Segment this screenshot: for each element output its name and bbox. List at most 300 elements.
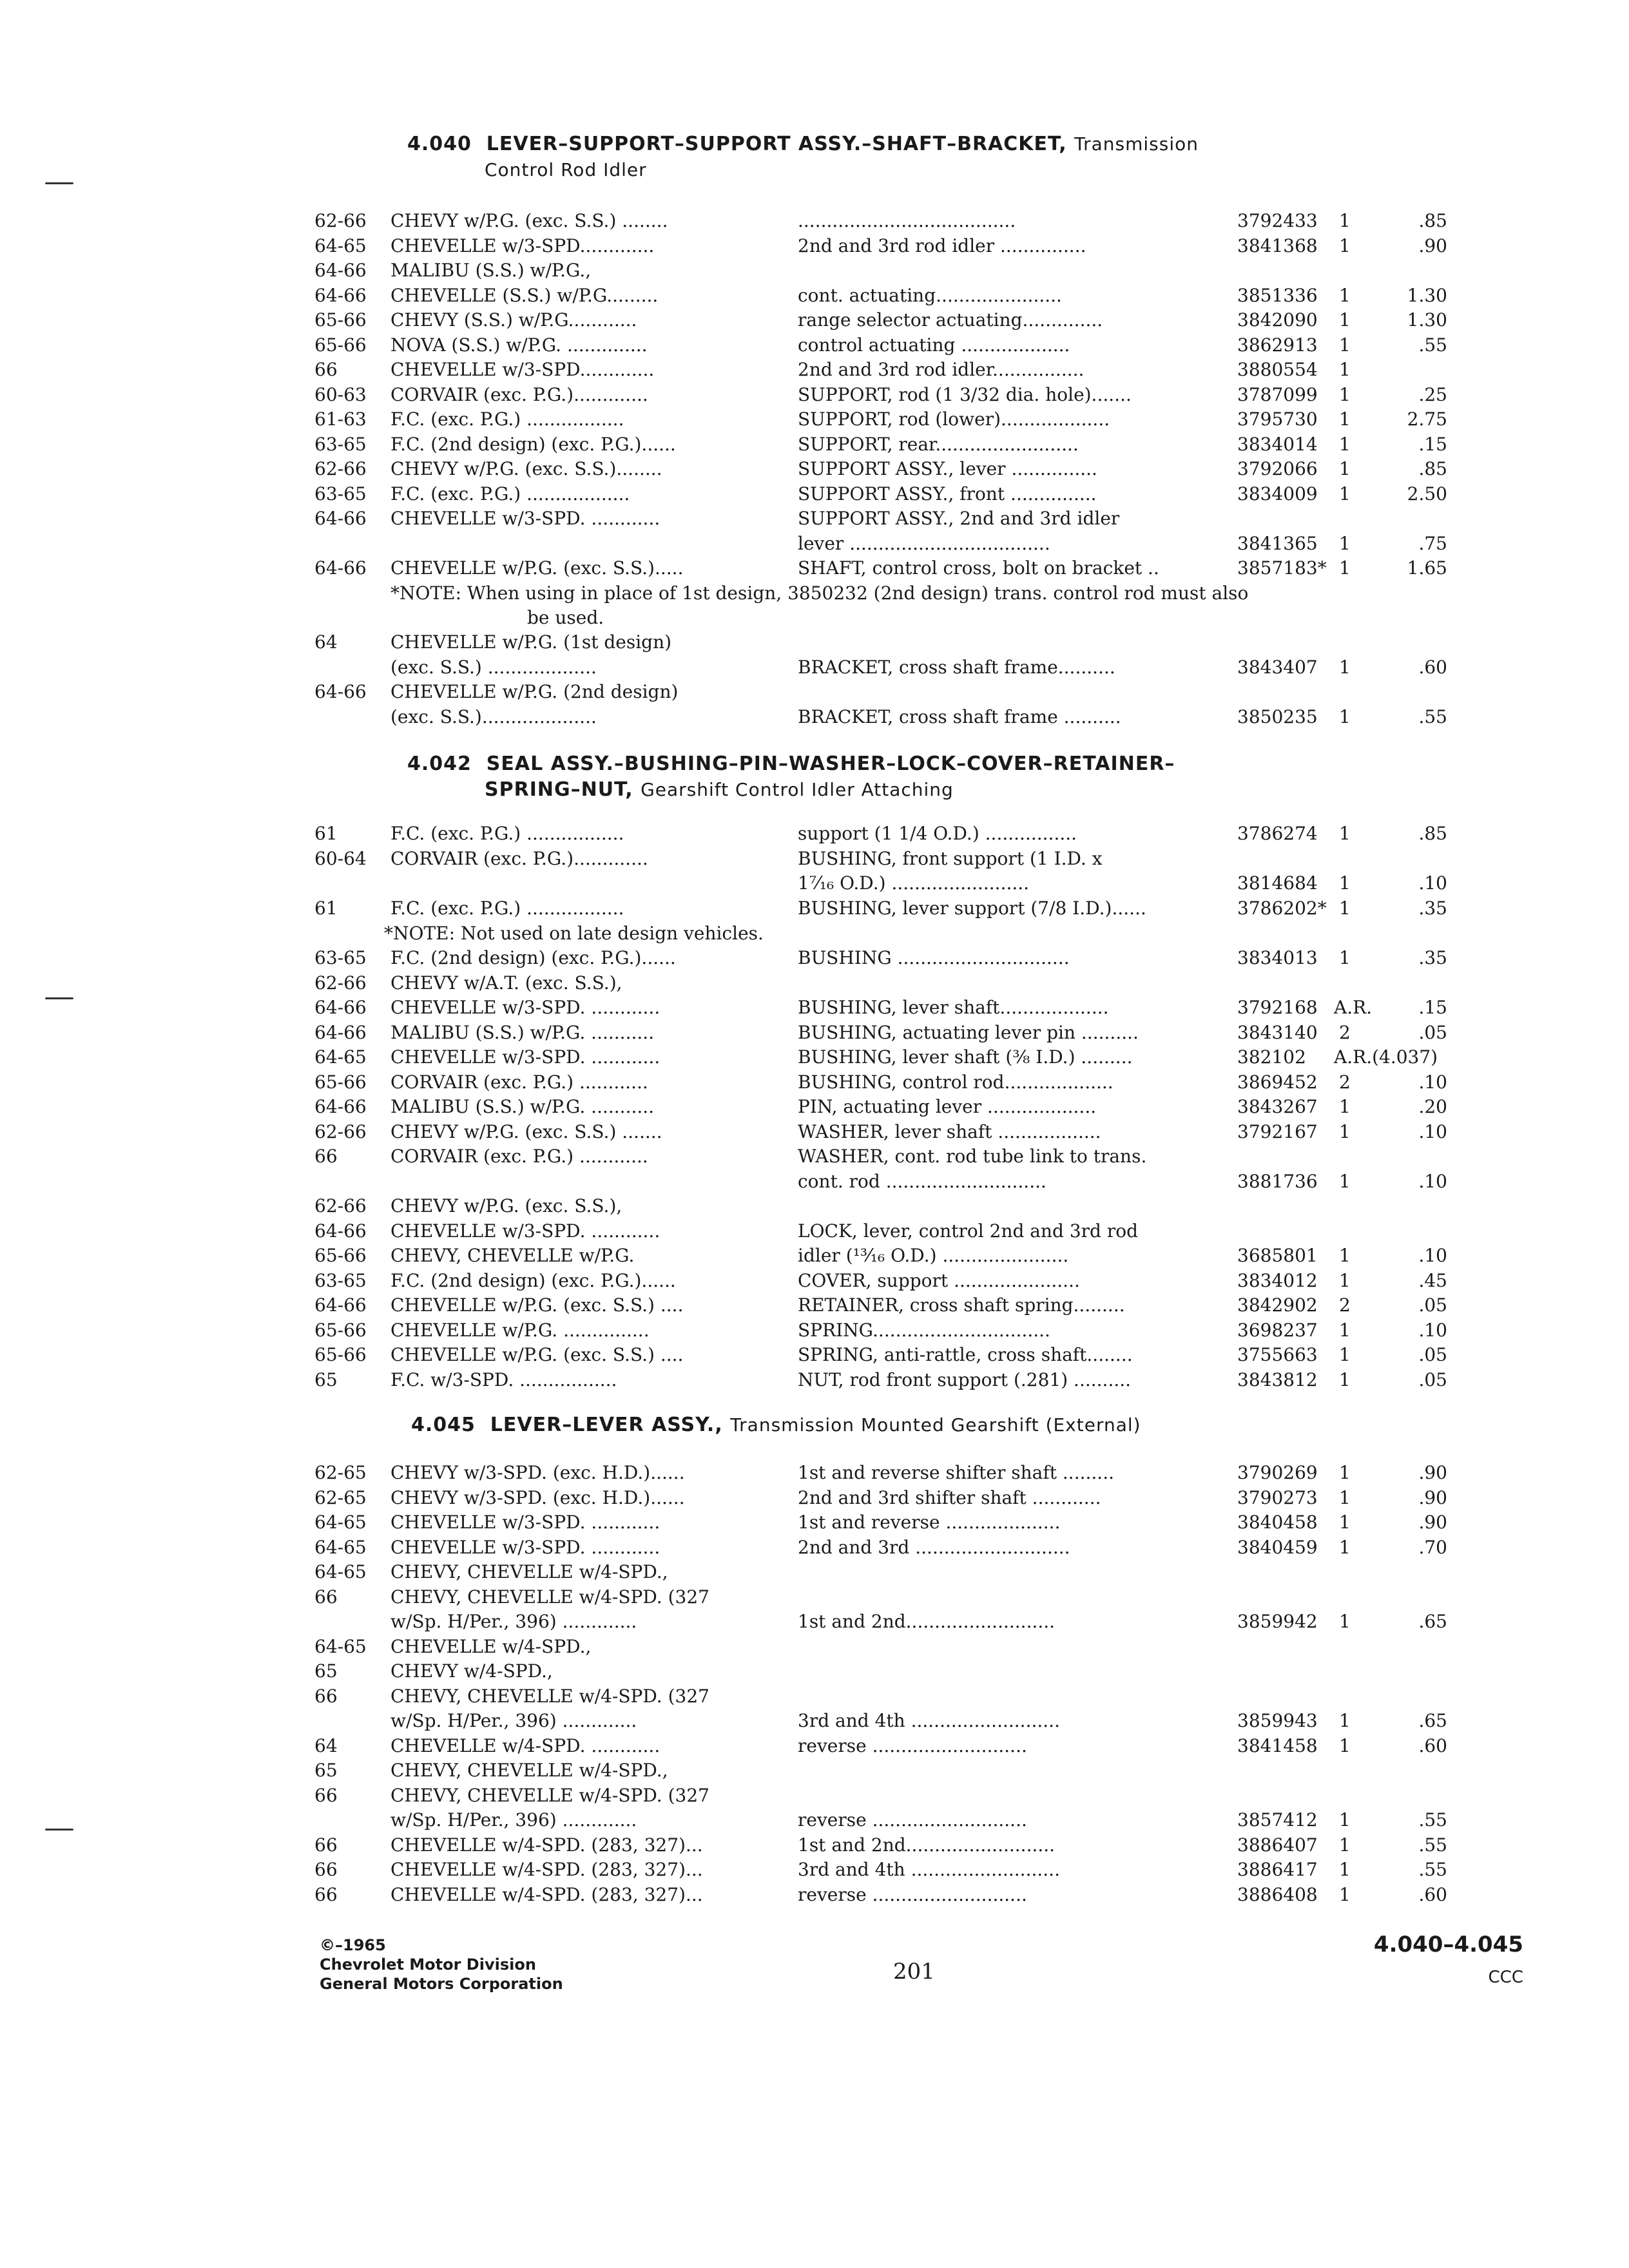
quantity: 1 bbox=[1339, 433, 1351, 455]
price: .35 bbox=[1418, 897, 1447, 919]
model-application: CHEVELLE w/3-SPD............. bbox=[390, 235, 655, 256]
part-description: reverse ........................... bbox=[798, 1809, 1027, 1831]
part-description: BRACKET, cross shaft frame.......... bbox=[798, 656, 1115, 678]
table-row bbox=[0, 1244, 1629, 1269]
table-row bbox=[0, 1120, 1629, 1145]
section-range: 4.040–4.045 bbox=[1373, 1932, 1523, 1957]
part-description: 2nd and 3rd ........................... bbox=[798, 1536, 1070, 1558]
model-application: MALIBU (S.S.) w/P.G., bbox=[390, 260, 592, 281]
quantity: 1 bbox=[1339, 1859, 1351, 1880]
model-application: CHEVELLE w/3-SPD. ............ bbox=[390, 997, 660, 1018]
model-application: CHEVY, CHEVELLE w/4-SPD. (327 bbox=[390, 1586, 709, 1608]
table-row bbox=[0, 1045, 1629, 1070]
model-application: (exc. S.S.).................... bbox=[390, 706, 597, 727]
part-number: 3814684 bbox=[1237, 872, 1318, 894]
section-subtitle: Transmission bbox=[1074, 133, 1199, 155]
price: .90 bbox=[1418, 1512, 1447, 1533]
quantity: 1 bbox=[1339, 235, 1351, 256]
part-description: BUSHING .............................. bbox=[798, 947, 1070, 968]
table-row bbox=[0, 1535, 1629, 1561]
part-number: 3840459 bbox=[1237, 1536, 1318, 1558]
table-row bbox=[0, 308, 1629, 333]
part-number: 3834014 bbox=[1237, 433, 1318, 455]
price: .85 bbox=[1418, 210, 1447, 231]
quantity: 1 bbox=[1339, 309, 1351, 331]
part-number: 3790269 bbox=[1237, 1462, 1318, 1483]
quantity: 1 bbox=[1339, 1120, 1351, 1142]
part-description: BUSHING, actuating lever pin .......... bbox=[798, 1021, 1139, 1043]
parts-table-4040 bbox=[0, 209, 1629, 581]
part-number: 3843140 bbox=[1237, 1021, 1318, 1043]
model-years: 66 bbox=[314, 1834, 338, 1856]
table-row bbox=[0, 1635, 1629, 1660]
price: .60 bbox=[1418, 1735, 1447, 1756]
part-description: SPRING, anti-rattle, cross shaft........ bbox=[798, 1344, 1133, 1365]
section-title: SEAL ASSY.–BUSHING–PIN–WASHER–LOCK–COVER–RETAINER– bbox=[486, 753, 1175, 775]
model-application: CHEVY w/3-SPD. (exc. H.D.)...... bbox=[390, 1486, 685, 1508]
margin-mark-top bbox=[45, 182, 73, 184]
price: .60 bbox=[1418, 1883, 1447, 1905]
price: .65 bbox=[1418, 1611, 1447, 1632]
section-4045-heading bbox=[411, 1412, 1141, 1438]
price: 2.50 bbox=[1407, 483, 1447, 505]
section-title-line2-bold: SPRING–NUT, bbox=[485, 778, 633, 801]
table-row bbox=[0, 1758, 1629, 1783]
model-years: 65 bbox=[314, 1760, 338, 1781]
model-application: CHEVELLE w/3-SPD. ............ bbox=[390, 1046, 660, 1068]
part-description: reverse ........................... bbox=[798, 1735, 1027, 1756]
parts-table-4042 bbox=[0, 822, 1629, 921]
table-row bbox=[0, 655, 1629, 680]
table-row bbox=[0, 1734, 1629, 1759]
section-subtitle: Transmission Mounted Gearshift (External) bbox=[730, 1414, 1141, 1436]
price: .60 bbox=[1418, 656, 1447, 678]
table-row bbox=[0, 995, 1629, 1021]
footnote-line2: be used. bbox=[527, 607, 604, 628]
price: .90 bbox=[1418, 1462, 1447, 1483]
part-description: idler (¹³⁄₁₆ O.D.) ...................... bbox=[798, 1245, 1069, 1266]
section-number: 4.042 bbox=[407, 753, 472, 775]
table-row bbox=[0, 506, 1629, 532]
price: .25 bbox=[1418, 383, 1447, 405]
model-application: NOVA (S.S.) w/P.G. .............. bbox=[390, 334, 648, 356]
model-years: 62-66 bbox=[314, 210, 367, 231]
model-application: CORVAIR (exc. P.G.)............. bbox=[390, 847, 648, 869]
part-number: 3790273 bbox=[1237, 1486, 1318, 1508]
table-row bbox=[0, 1833, 1629, 1858]
table-row bbox=[0, 1194, 1629, 1219]
model-application: CHEVELLE w/4-SPD., bbox=[390, 1635, 592, 1657]
part-number: 3792433 bbox=[1237, 210, 1318, 231]
model-years: 64-66 bbox=[314, 508, 367, 529]
table-row bbox=[0, 705, 1629, 730]
section-title-line2 bbox=[407, 777, 1175, 803]
model-application: CHEVELLE w/P.G. (exc. S.S.)..... bbox=[390, 557, 684, 579]
part-description: 2nd and 3rd shifter shaft ............ bbox=[798, 1486, 1101, 1508]
model-years: 63-65 bbox=[314, 483, 367, 505]
model-years: 65-66 bbox=[314, 1245, 367, 1266]
corporation-name: General Motors Corporation bbox=[320, 1975, 563, 1993]
part-description: BUSHING, control rod................... bbox=[798, 1071, 1113, 1093]
part-description: 1⁷⁄₁₆ O.D.) ........................ bbox=[798, 872, 1030, 894]
table-row bbox=[0, 680, 1629, 705]
model-application: MALIBU (S.S.) w/P.G. ........... bbox=[390, 1096, 655, 1117]
part-number: 3880554 bbox=[1237, 359, 1318, 380]
model-years: 62-66 bbox=[314, 458, 367, 479]
part-number: 3834013 bbox=[1237, 947, 1318, 968]
table-row bbox=[0, 1461, 1629, 1486]
part-number: 3834009 bbox=[1237, 483, 1318, 505]
model-years: 64-66 bbox=[314, 260, 367, 281]
price: .75 bbox=[1418, 532, 1447, 554]
model-application: CHEVY (S.S.) w/P.G............ bbox=[390, 309, 637, 331]
price: .05 bbox=[1418, 1344, 1447, 1365]
part-description: BUSHING, lever shaft (³⁄₈ I.D.) ......... bbox=[798, 1046, 1133, 1068]
model-years: 66 bbox=[314, 1586, 338, 1608]
table-row bbox=[0, 871, 1629, 896]
model-application: CHEVELLE w/P.G. (1st design) bbox=[390, 631, 672, 653]
section-4042-heading bbox=[407, 751, 1175, 803]
part-number: 3843267 bbox=[1237, 1096, 1318, 1117]
quantity: 1 bbox=[1339, 1170, 1351, 1192]
part-description: WASHER, lever shaft .................. bbox=[798, 1120, 1101, 1142]
model-years: 60-64 bbox=[314, 847, 367, 869]
model-application: CHEVELLE w/3-SPD. ............ bbox=[390, 1512, 660, 1533]
model-years: 64-66 bbox=[314, 681, 367, 702]
quantity: 1 bbox=[1339, 1245, 1351, 1266]
part-description: SUPPORT, rear......................... bbox=[798, 433, 1079, 455]
part-number: 3792066 bbox=[1237, 458, 1318, 479]
table-row bbox=[0, 1659, 1629, 1684]
model-years: 65-66 bbox=[314, 334, 367, 356]
model-application: CHEVELLE w/3-SPD. ............ bbox=[390, 1536, 660, 1558]
price: .15 bbox=[1418, 433, 1447, 455]
section-number: 4.040 bbox=[407, 133, 472, 155]
model-application: CHEVELLE w/3-SPD............. bbox=[390, 359, 655, 380]
price: .55 bbox=[1418, 1859, 1447, 1880]
quantity: 1 bbox=[1339, 1319, 1351, 1341]
part-number: 3886417 bbox=[1237, 1859, 1318, 1880]
part-description: SUPPORT, rod (1 3/32 dia. hole)....... bbox=[798, 383, 1132, 405]
model-years: 64-65 bbox=[314, 1561, 367, 1582]
division-name: Chevrolet Motor Division bbox=[320, 1956, 536, 1974]
section-title: LEVER–LEVER ASSY., bbox=[490, 1414, 723, 1436]
table-row bbox=[0, 1783, 1629, 1809]
part-number: 3840458 bbox=[1237, 1512, 1318, 1533]
part-description: BUSHING, lever support (7/8 I.D.)...... bbox=[798, 897, 1146, 919]
table-row bbox=[0, 1560, 1629, 1585]
footnote-4040-cont bbox=[0, 606, 1629, 631]
table-row bbox=[0, 946, 1629, 971]
parts-table-4042-cont bbox=[0, 946, 1629, 1392]
price: .05 bbox=[1418, 1021, 1447, 1043]
model-application: CHEVELLE w/P.G. ............... bbox=[390, 1319, 650, 1341]
part-description: lever ................................... bbox=[798, 532, 1050, 554]
part-number: 3685801 bbox=[1237, 1245, 1318, 1266]
part-description: support (1 1/4 O.D.) ................ bbox=[798, 823, 1077, 844]
table-row bbox=[0, 407, 1629, 432]
model-application: CHEVY w/P.G. (exc. S.S.), bbox=[390, 1195, 622, 1216]
model-years: 64-66 bbox=[314, 1294, 367, 1316]
model-application: CHEVELLE w/4-SPD. ............ bbox=[390, 1735, 660, 1756]
model-years: 66 bbox=[314, 1883, 338, 1905]
footnote-text: *NOTE: Not used on late design vehicles. bbox=[384, 923, 764, 944]
model-application: CORVAIR (exc. P.G.) ............ bbox=[390, 1071, 648, 1093]
model-application: CHEVELLE w/P.G. (exc. S.S.) .... bbox=[390, 1294, 684, 1316]
table-row bbox=[0, 1709, 1629, 1734]
quantity: 1 bbox=[1339, 1611, 1351, 1632]
part-description: 2nd and 3rd rod idler ............... bbox=[798, 235, 1086, 256]
table-row bbox=[0, 432, 1629, 457]
model-years: 64-66 bbox=[314, 284, 367, 306]
quantity: 1 bbox=[1339, 458, 1351, 479]
model-years: 62-65 bbox=[314, 1486, 367, 1508]
price: .55 bbox=[1418, 706, 1447, 727]
quantity: 1 bbox=[1339, 897, 1351, 919]
part-description: 2nd and 3rd rod idler................ bbox=[798, 359, 1084, 380]
quantity: 1 bbox=[1339, 359, 1351, 380]
model-years: 62-66 bbox=[314, 1120, 367, 1142]
price: .20 bbox=[1418, 1096, 1447, 1117]
quantity: 1 bbox=[1339, 334, 1351, 356]
part-description: WASHER, cont. rod tube link to trans. bbox=[798, 1146, 1147, 1167]
model-years: 65-66 bbox=[314, 1071, 367, 1093]
quantity: 2 bbox=[1339, 1021, 1351, 1043]
table-row bbox=[0, 1368, 1629, 1393]
model-application: CHEVY w/3-SPD. (exc. H.D.)...... bbox=[390, 1462, 685, 1483]
section-4040-heading bbox=[407, 131, 1199, 183]
part-description: 1st and 2nd.......................... bbox=[798, 1611, 1055, 1632]
model-years: 61-63 bbox=[314, 408, 367, 430]
model-years: 66 bbox=[314, 1685, 338, 1707]
table-row bbox=[0, 1219, 1629, 1244]
model-application: F.C. (exc. P.G.) ................. bbox=[390, 823, 624, 844]
model-application: CHEVELLE w/3-SPD. ............ bbox=[390, 508, 660, 529]
model-application: CORVAIR (exc. P.G.)............. bbox=[390, 383, 648, 405]
part-number: 3755663 bbox=[1237, 1344, 1318, 1365]
model-years: 63-65 bbox=[314, 947, 367, 968]
part-description: PIN, actuating lever ................... bbox=[798, 1096, 1097, 1117]
part-description: 3rd and 4th .......................... bbox=[798, 1859, 1060, 1880]
model-application: CHEVY w/P.G. (exc. S.S.)........ bbox=[390, 458, 662, 479]
quantity: 1 bbox=[1339, 656, 1351, 678]
model-application: CORVAIR (exc. P.G.) ............ bbox=[390, 1146, 648, 1167]
table-row bbox=[0, 847, 1629, 872]
price: .10 bbox=[1418, 1319, 1447, 1341]
part-number: 3857412 bbox=[1237, 1809, 1318, 1831]
part-number: 3841365 bbox=[1237, 532, 1318, 554]
model-years: 66 bbox=[314, 359, 338, 380]
price: .05 bbox=[1418, 1369, 1447, 1390]
table-row bbox=[0, 457, 1629, 482]
model-years: 64-66 bbox=[314, 557, 367, 579]
model-years: 66 bbox=[314, 1784, 338, 1806]
part-description: SUPPORT ASSY., lever ............... bbox=[798, 458, 1097, 479]
catalog-code: CCC bbox=[1488, 1968, 1523, 1987]
model-application: F.C. (exc. P.G.) ................. bbox=[390, 408, 624, 430]
price: .90 bbox=[1418, 1486, 1447, 1508]
model-application: CHEVY, CHEVELLE w/4-SPD., bbox=[390, 1561, 668, 1582]
part-description: cont. actuating...................... bbox=[798, 284, 1062, 306]
model-years: 64-66 bbox=[314, 1021, 367, 1043]
quantity: 1 bbox=[1339, 1486, 1351, 1508]
section-number: 4.045 bbox=[411, 1414, 476, 1436]
footer-left bbox=[320, 1936, 563, 1994]
table-row bbox=[0, 822, 1629, 847]
page-number: 201 bbox=[893, 1959, 935, 1984]
table-row bbox=[0, 1021, 1629, 1046]
model-application: F.C. (2nd design) (exc. P.G.)...... bbox=[390, 433, 676, 455]
table-row bbox=[0, 234, 1629, 259]
price: .35 bbox=[1418, 947, 1447, 968]
price: .10 bbox=[1418, 1120, 1447, 1142]
part-number: 3843812 bbox=[1237, 1369, 1318, 1390]
model-years: 64 bbox=[314, 1735, 338, 1756]
price: .05 bbox=[1418, 1294, 1447, 1316]
quantity: 1 bbox=[1339, 483, 1351, 505]
model-application: CHEVELLE w/P.G. (2nd design) bbox=[390, 681, 679, 702]
part-number: 3869452 bbox=[1237, 1071, 1318, 1093]
part-number: 3842090 bbox=[1237, 309, 1318, 331]
table-row bbox=[0, 1684, 1629, 1709]
table-row bbox=[0, 1095, 1629, 1120]
quantity: 2 bbox=[1339, 1294, 1351, 1316]
model-application: CHEVELLE w/4-SPD. (283, 327)... bbox=[390, 1834, 703, 1856]
model-years: 60-63 bbox=[314, 383, 367, 405]
model-years: 61 bbox=[314, 897, 338, 919]
part-number: 3787099 bbox=[1237, 383, 1318, 405]
table-row bbox=[0, 1169, 1629, 1195]
table-row bbox=[0, 532, 1629, 557]
price: .10 bbox=[1418, 1245, 1447, 1266]
table-row bbox=[0, 1585, 1629, 1610]
quantity: 1 bbox=[1339, 1344, 1351, 1365]
price: 1.30 bbox=[1407, 309, 1447, 331]
part-description: cont. rod ............................ bbox=[798, 1170, 1046, 1192]
part-number: 3886408 bbox=[1237, 1883, 1318, 1905]
model-application: CHEVY, CHEVELLE w/4-SPD. (327 bbox=[390, 1784, 709, 1806]
part-description: range selector actuating.............. bbox=[798, 309, 1103, 331]
part-number: 3859942 bbox=[1237, 1611, 1318, 1632]
part-number: 3881736 bbox=[1237, 1170, 1318, 1192]
price: .10 bbox=[1418, 872, 1447, 894]
part-description: SUPPORT, rod (lower)................... bbox=[798, 408, 1110, 430]
part-description: control actuating ................... bbox=[798, 334, 1070, 356]
part-number: 3786274 bbox=[1237, 823, 1318, 844]
table-row bbox=[0, 1293, 1629, 1318]
table-row bbox=[0, 333, 1629, 358]
part-description: NUT, rod front support (.281) .......... bbox=[798, 1369, 1132, 1390]
part-description: SHAFT, control cross, bolt on bracket .. bbox=[798, 557, 1159, 579]
price: .85 bbox=[1418, 823, 1447, 844]
table-row bbox=[0, 556, 1629, 581]
model-application: CHEVELLE w/4-SPD. (283, 327)... bbox=[390, 1883, 703, 1905]
model-years: 65-66 bbox=[314, 1344, 367, 1365]
quantity: 1 bbox=[1339, 557, 1351, 579]
table-row bbox=[0, 630, 1629, 655]
model-application: F.C. (2nd design) (exc. P.G.)...... bbox=[390, 947, 676, 968]
quantity: A.R.(4.037) bbox=[1334, 1046, 1438, 1068]
table-row bbox=[0, 358, 1629, 383]
parts-table-4040-brackets bbox=[0, 630, 1629, 729]
quantity: 1 bbox=[1339, 1834, 1351, 1856]
model-years: 61 bbox=[314, 823, 338, 844]
price: .90 bbox=[1418, 235, 1447, 256]
model-years: 64-65 bbox=[314, 1046, 367, 1068]
price: .70 bbox=[1418, 1536, 1447, 1558]
part-number: 3886407 bbox=[1237, 1834, 1318, 1856]
model-application: CHEVY w/A.T. (exc. S.S.), bbox=[390, 972, 622, 994]
price: 1.30 bbox=[1407, 284, 1447, 306]
model-years: 64-66 bbox=[314, 997, 367, 1018]
model-application: CHEVY w/P.G. (exc. S.S.) ........ bbox=[390, 210, 668, 231]
table-row bbox=[0, 1510, 1629, 1535]
part-number: 3862913 bbox=[1237, 334, 1318, 356]
part-description: reverse ........................... bbox=[798, 1883, 1027, 1905]
part-number: 3792167 bbox=[1237, 1120, 1318, 1142]
table-row bbox=[0, 1808, 1629, 1833]
quantity: 1 bbox=[1339, 1462, 1351, 1483]
model-years: 66 bbox=[314, 1146, 338, 1167]
model-years: 62-66 bbox=[314, 972, 367, 994]
model-years: 65-66 bbox=[314, 309, 367, 331]
part-number: 3842902 bbox=[1237, 1294, 1318, 1316]
part-number: 3843407 bbox=[1237, 656, 1318, 678]
model-application: F.C. (exc. P.G.) ................. bbox=[390, 897, 624, 919]
model-application: CHEVY, CHEVELLE w/4-SPD. (327 bbox=[390, 1685, 709, 1707]
model-years: 62-66 bbox=[314, 1195, 367, 1216]
section-subtitle: Gearshift Control Idler Attaching bbox=[641, 779, 954, 800]
model-application: w/Sp. H/Per., 396) ............. bbox=[390, 1611, 637, 1632]
model-years: 64-65 bbox=[314, 1635, 367, 1657]
part-description: ...................................... bbox=[798, 210, 1016, 231]
model-application: CHEVELLE w/P.G. (exc. S.S.) .... bbox=[390, 1344, 684, 1365]
model-application: w/Sp. H/Per., 396) ............. bbox=[390, 1809, 637, 1831]
quantity: 1 bbox=[1339, 210, 1351, 231]
quantity: 1 bbox=[1339, 1269, 1351, 1291]
table-row bbox=[0, 383, 1629, 408]
table-row bbox=[0, 482, 1629, 507]
footnote-4040 bbox=[0, 581, 1629, 606]
model-application: w/Sp. H/Per., 396) ............. bbox=[390, 1710, 637, 1731]
part-description: LOCK, lever, control 2nd and 3rd rod bbox=[798, 1220, 1139, 1242]
price: .15 bbox=[1418, 997, 1447, 1018]
price: .10 bbox=[1418, 1170, 1447, 1192]
quantity: 1 bbox=[1339, 1512, 1351, 1533]
model-application: MALIBU (S.S.) w/P.G. ........... bbox=[390, 1021, 655, 1043]
copyright: ©–1965 bbox=[320, 1936, 386, 1954]
quantity: 1 bbox=[1339, 408, 1351, 430]
part-description: COVER, support ...................... bbox=[798, 1269, 1080, 1291]
quantity: A.R. bbox=[1334, 997, 1373, 1018]
table-row bbox=[0, 209, 1629, 234]
part-number: 3795730 bbox=[1237, 408, 1318, 430]
part-description: SPRING............................... bbox=[798, 1319, 1050, 1341]
quantity: 2 bbox=[1339, 1071, 1351, 1093]
table-row bbox=[0, 1858, 1629, 1883]
table-row bbox=[0, 1144, 1629, 1169]
model-application: F.C. (exc. P.G.) .................. bbox=[390, 483, 630, 505]
part-description: SUPPORT ASSY., 2nd and 3rd idler bbox=[798, 508, 1120, 529]
quantity: 1 bbox=[1339, 706, 1351, 727]
price: .65 bbox=[1418, 1710, 1447, 1731]
part-number: 382102 bbox=[1237, 1046, 1306, 1068]
table-row bbox=[0, 1070, 1629, 1095]
model-years: 62-65 bbox=[314, 1462, 367, 1483]
price: .55 bbox=[1418, 334, 1447, 356]
quantity: 1 bbox=[1339, 1883, 1351, 1905]
model-years: 64-66 bbox=[314, 1220, 367, 1242]
